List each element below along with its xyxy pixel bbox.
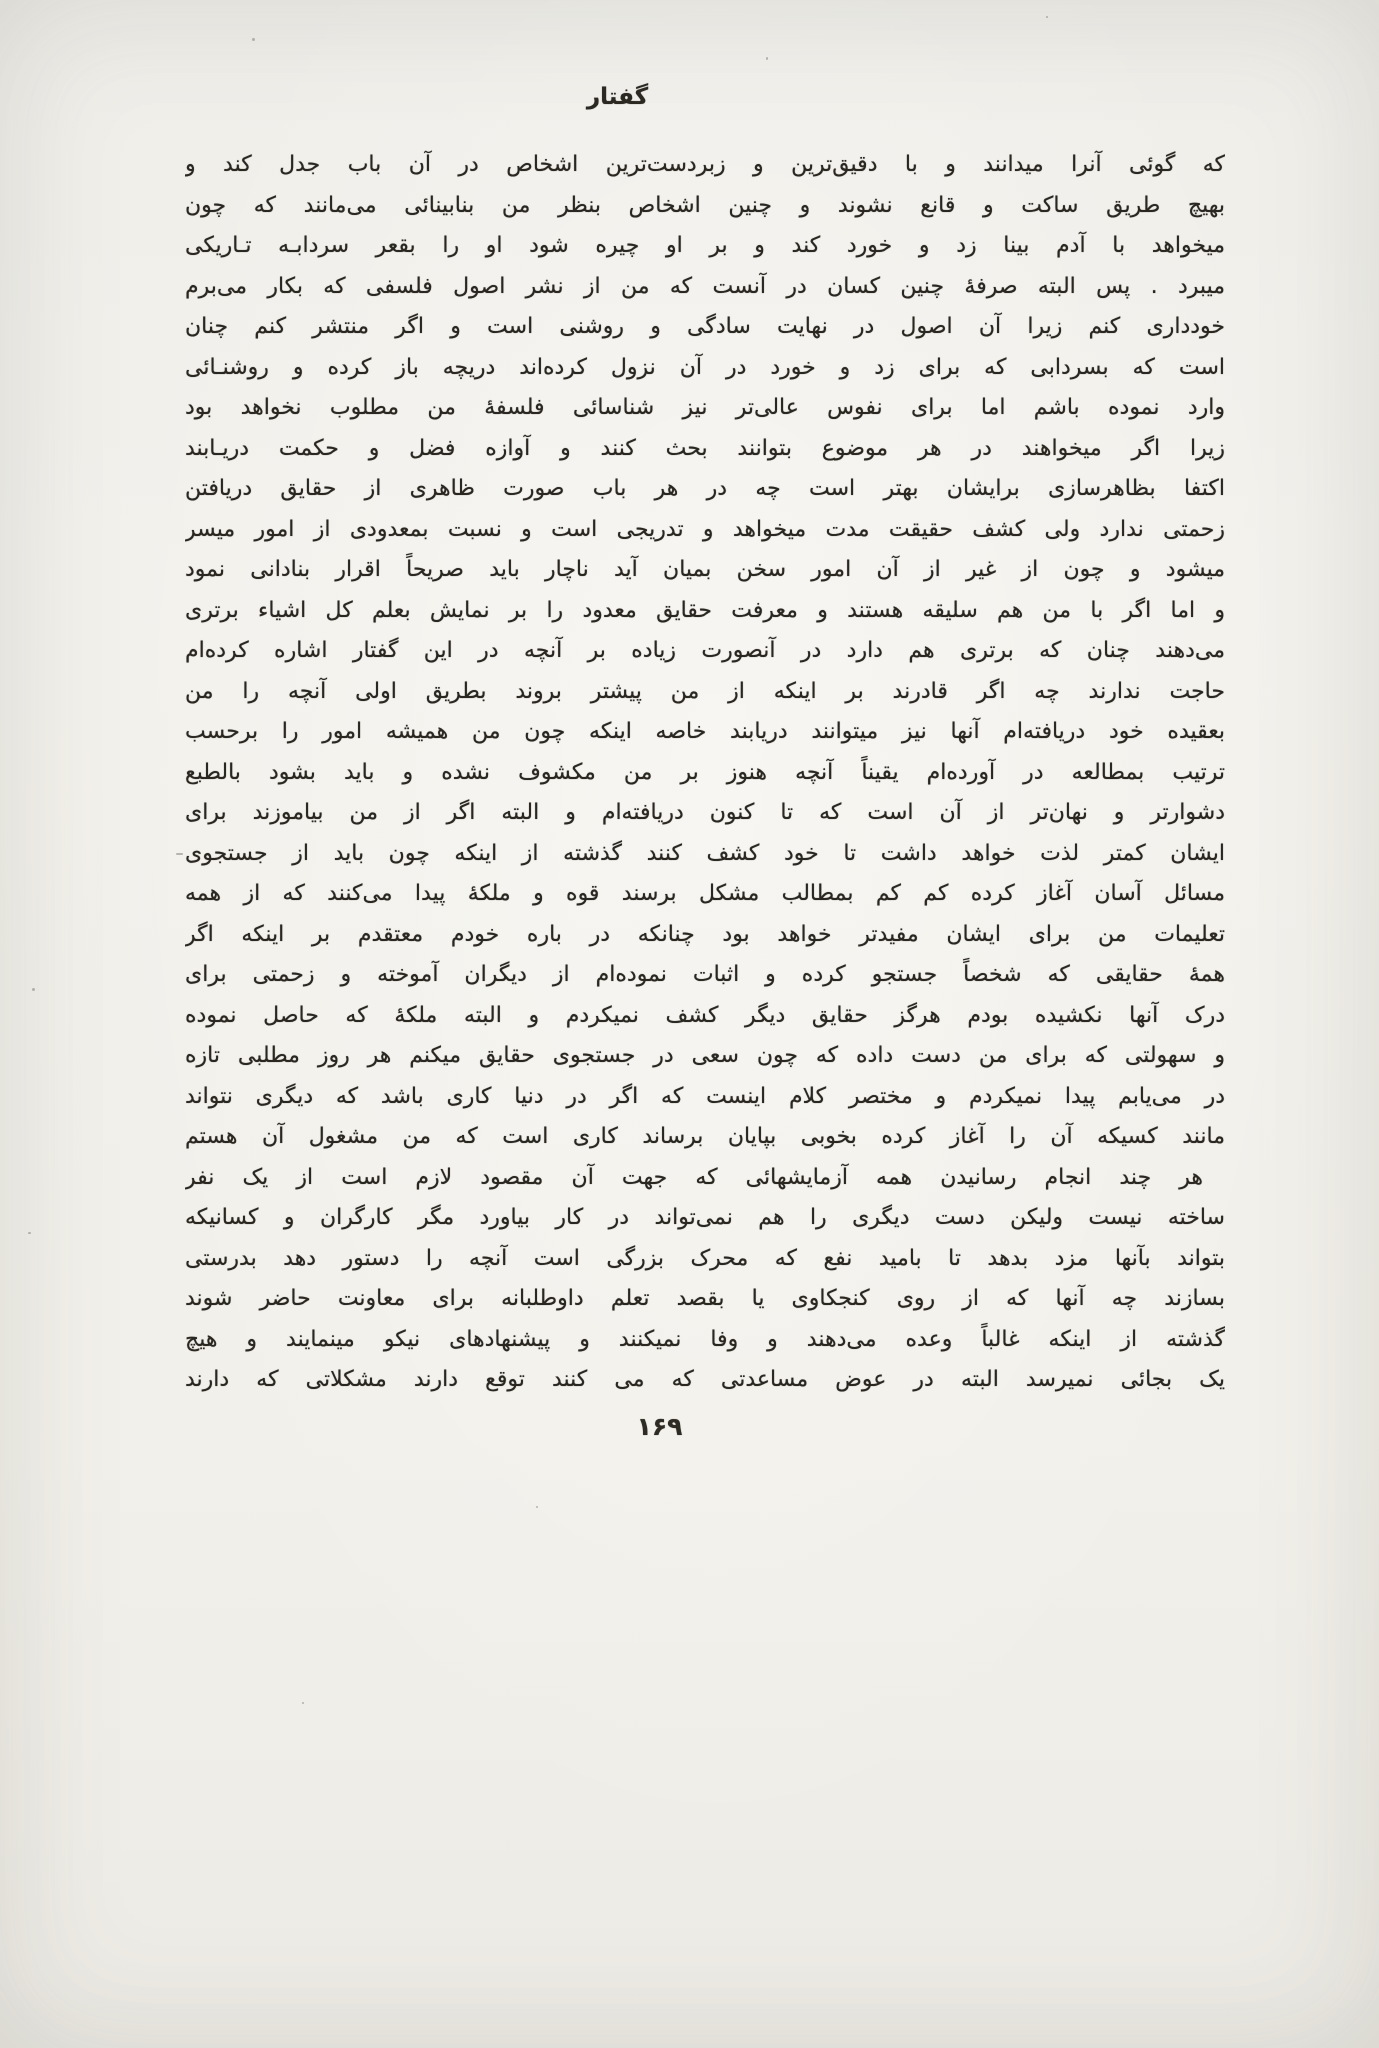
text-line: ترتیب بمطالعه در آورده‌ام یقیناً آنچه هنوز بر من مکشوف نشده و باید بشود بالطبع — [185, 759, 1225, 785]
text-line: بعقیده خود دریافته‌ام آنها نیز میتوانند دریابند خاصه اینکه چون من همیشه امور را برحسب — [185, 719, 1225, 744]
text-line: می‌دهند چنان که برتری هم دارد در آنصورت زیاده بر آنچه در این گفتار اشاره کرده‌ام — [185, 638, 1225, 663]
text-line: میشود و چون از غیر از آن امور سخن بمیان آید ناچار باید صریحاً اقرار بنادانی نمود — [185, 557, 1225, 582]
text-line: مسائل آسان آغاز کرده کم کم بمطالب مشکل برسند قوه و ملکهٔ پیدا می‌کنند که از همه — [185, 881, 1225, 906]
text-line: هر چند انجام رسانیدن همه آزمایشهائی که جهت آن مقصود لازم است از یک نفر — [185, 1164, 1225, 1190]
scan-speck — [252, 38, 255, 41]
text-line: بتواند بآنها مزد بدهد تا بامید نفع که محرک بزرگی است آنچه را دستور دهد بدرستی — [185, 1245, 1225, 1271]
text-line: بسازند چه آنها که از روی کنجکاوی یا بقصد تعلم داوطلبانه برای معاونت حاضر شوند — [185, 1286, 1225, 1311]
scan-speck — [1046, 16, 1048, 18]
scan-speck — [302, 1702, 304, 1704]
text-line: میخواهد با آدم بینا زد و خورد کند و بر او چیره شود او را بقعر سردابـه تـاریکی — [185, 233, 1225, 258]
scan-speck — [28, 1232, 31, 1234]
scan-speck — [536, 1506, 538, 1508]
text-line: تعلیمات من برای ایشان مفیدتر خواهد بود چنانکه در باره خودم معتقدم بر اینکه اگر — [185, 921, 1225, 947]
text-line: ساخته نیست ولیکن دست دیگری را هم نمی‌تواند در کار بیاورد مگر کارگران و کسانیکه — [185, 1205, 1225, 1230]
text-line: حاجت ندارند چه اگر قادرند بر اینکه از من پیشتر بروند بطریق اولی آنچه را من — [185, 678, 1225, 704]
text-line: ایشان کمتر لذت خواهد داشت تا خود کشف کنند گذشته از اینکه چون باید از جستجوی — [185, 840, 1225, 866]
text-line: است که بسردابی که برای زد و خورد در آن نزول کرده‌اند دریچه باز کرده و روشنـائی — [185, 354, 1225, 380]
text-line: بهیچ طریق ساکت و قانع نشوند و چنین اشخاص بنظر من بنابینائی می‌مانند که چون — [185, 192, 1225, 218]
text-line: وارد نموده باشم اما برای نفوس عالی‌تر نیز شناسائی فلسفهٔ من مطلوب نخواهد بود — [185, 395, 1225, 420]
running-head: گفتار — [586, 84, 649, 110]
text-line: و سهولتی که برای من دست داده که چون سعی در جستجوی حقایق میکنم هر روز مطلبی تازه — [185, 1043, 1225, 1068]
text-line: یک بجائی نمیرسد البته در عوض مساعدتی که می کنند توقع دارند مشکلاتی که دارند — [185, 1367, 1225, 1392]
page-number: ۱۶۹ — [636, 1412, 683, 1441]
text-line: و اما اگر با من هم سلیقه هستند و معرفت حقایق معدود را بر نمایش بعلم کل اشیاء برتری — [185, 597, 1225, 623]
text-line: که گوئی آنرا میدانند و با دقیق‌ترین و زبردست‌ترین اشخاص در آن باب جدل کند و — [185, 152, 1225, 177]
text-line: درک آنها نکشیده بودم هرگز حقایق دیگر کشف نمیکردم و البته ملکهٔ که حاصل نموده — [185, 1002, 1225, 1028]
text-line: میبرد . پس البته صرفهٔ چنین کسان در آنست که من از نشر اصول فلسفی که بکار می‌برم — [185, 273, 1225, 299]
text-line: مانند کسیکه آن را آغاز کرده بخوبی بپایان برساند کاری است که من مشغول آن هستم — [185, 1124, 1225, 1149]
text-line: در می‌یابم پیدا نمیکردم و مختصر کلام اینست که اگر در دنیا کاری باشد که دیگری نتواند — [185, 1083, 1225, 1109]
scan-speck — [766, 57, 768, 60]
text-line: گذشته از اینکه غالباً وعده می‌دهند و وفا نمیکنند و پیشنهادهای نیکو مینمایند و هیچ — [185, 1326, 1225, 1352]
scan-speck — [176, 853, 183, 855]
text-line: اکتفا بظاهرسازی برایشان بهتر است چه در هر باب صورت ظاهری از حقایق دریافتن — [185, 476, 1225, 501]
text-line: زیرا اگر میخواهند در هر موضوع بتوانند بحث کنند و آوازه فضل و حکمت دریـابند — [185, 435, 1225, 461]
scan-speck — [32, 988, 35, 991]
text-line: دشوارتر و نهان‌تر از آن است که تا کنون دریافته‌ام و البته اگر از من بیاموزند برای — [185, 800, 1225, 825]
text-line: خودداری کنم زیرا آن اصول در نهایت سادگی و روشنی است و اگر منتشر کنم چنان — [185, 314, 1225, 339]
body-text-block — [185, 145, 1225, 1401]
text-line: همهٔ حقایقی که شخصاً جستجو کرده و اثبات نموده‌ام از دیگران آموخته و زحمتی برای — [185, 962, 1225, 987]
text-line: زحمتی ندارد ولی کشف حقیقت مدت میخواهد و تدریجی است و نسبت بمعدودی از امور میسر — [185, 516, 1225, 542]
